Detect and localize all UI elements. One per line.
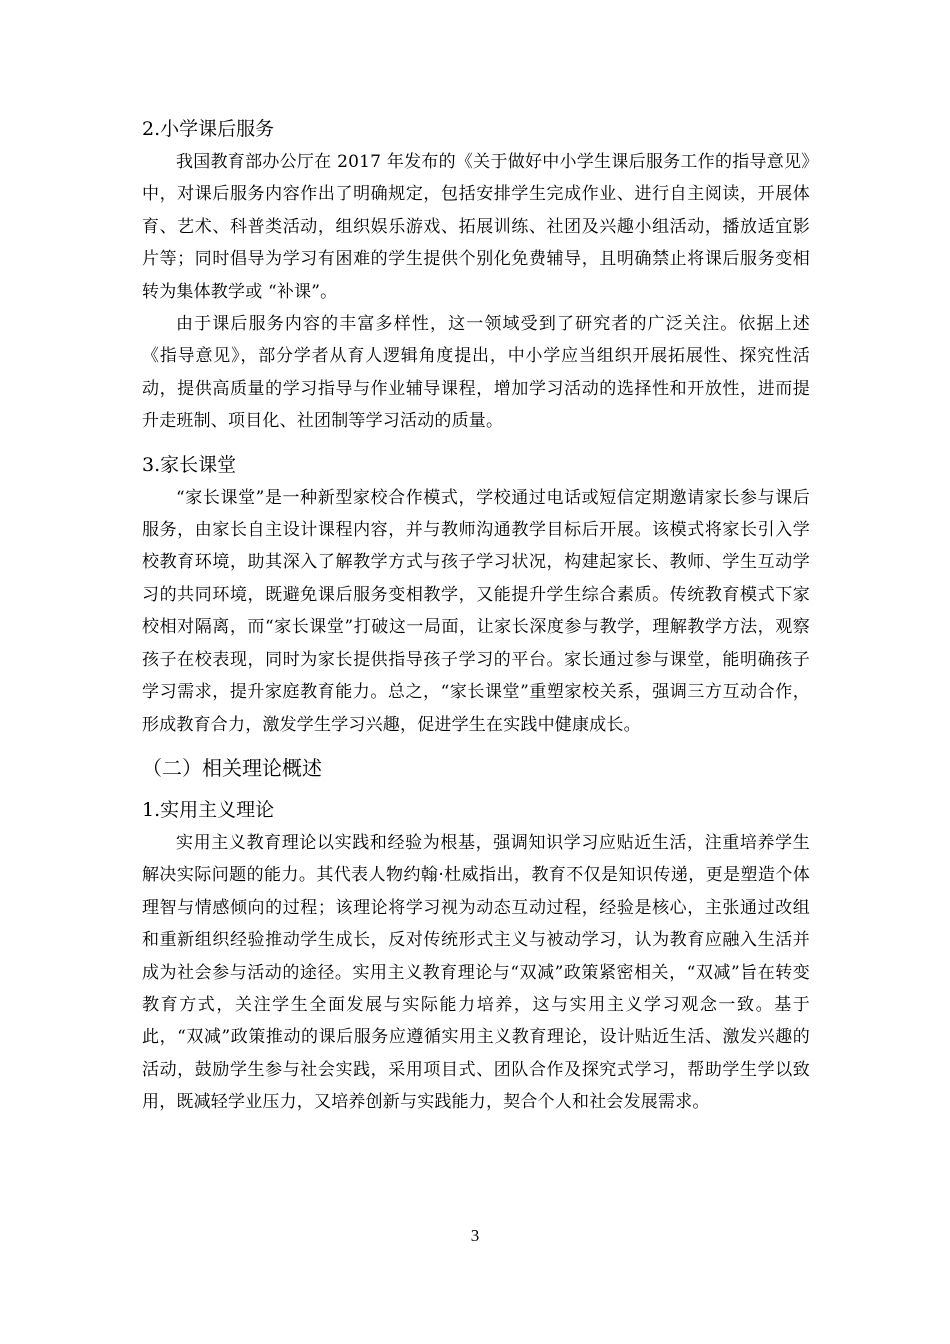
page-number: 3	[470, 1226, 480, 1245]
paragraph-pragmatism: 实用主义教育理论以实践和经验为根基，强调知识学习应贴近生活，注重培养学生解决实际问题的能力。其代表人物约翰·杜威指出，教育不仅是知识传递，更是塑造个体理智与情感倾向的过程；该理论将学习视为动态互动过程，经验是核心，主张通过改组和重新组织经验推动学生成长，反对传统形式主义与被动学习，认为教育应融入生活并成为社会参与活动的途径。实用主义教育理论与“双减”政策紧密相关，“双减”旨在转变教育方式，关注学生全面发展与实际能力培养，这与实用主义学习观念一致。基于此，“双减”政策推动的课后服务应遵循实用主义教育理论，设计贴近生活、激发兴趣的活动，鼓励学生参与社会实践，采用项目式、团队合作及探究式学习，帮助学生学以致用，既减轻学业压力，又培养创新与实践能力，契合个人和社会发展需求。	[142, 832, 810, 1113]
paragraph-research-attention: 由于课后服务内容的丰富多样性，这一领域受到了研究者的广泛关注。依据上述《指导意见》，部分学者从育人逻辑角度提出，中小学应当组织开展拓展性、探究性活动，提供高质量的学习指导与作业辅导课程，增加学习活动的选择性和开放性，进而提升走班制、项目化、社团制等学习活动的质量。	[142, 314, 810, 432]
paragraph-parent-classroom: “家长课堂”是一种新型家校合作模式，学校通过电话或短信定期邀请家长参与课后服务，由家长自主设计课程内容，并与教师沟通教学目标后开展。该模式将家长引入学校教育环境，助其深入了解教学方式与孩子学习状况，构建起家长、教师、学生互动学习的共同环境，既避免课后服务变相教学，又能提升学生综合素质。传统教育模式下家校相对隔离，而“家长课堂”打破这一局面，让家长深度参与教学，理解教学方法，观察孩子在校表现，同时为家长提供指导孩子学习的平台。家长通过参与课堂，能明确孩子学习需求，提升家庭教育能力。总之，“家长课堂”重塑家校关系，强调三方互动合作，形成教育合力，激发学生学习兴趣，促进学生在实践中健康成长。	[142, 487, 810, 735]
section-heading-parent-classroom: 3.家长课堂	[142, 453, 237, 476]
chapter-heading-theory-overview: （二）相关理论概述	[142, 755, 322, 780]
section-heading-pragmatism: 1.实用主义理论	[142, 798, 275, 821]
section-heading-after-school-service: 2.小学课后服务	[142, 118, 275, 140]
document-body	[142, 112, 810, 1119]
paragraph-guidance-opinion: 我国教育部办公厅在 2017 年发布的《关于做好中小学生课后服务工作的指导意见》中，对课后服务内容作出了明确规定，包括安排学生完成作业、进行自主阅读，开展体育、艺术、科普类活动，组织娱乐游戏、拓展训练、社团及兴趣小组活动，播放适宜影片等；同时倡导为学习有困难的学生提供个别化免费辅导，且明确禁止将课后服务变相转为集体教学或 “补课”。	[142, 152, 810, 302]
